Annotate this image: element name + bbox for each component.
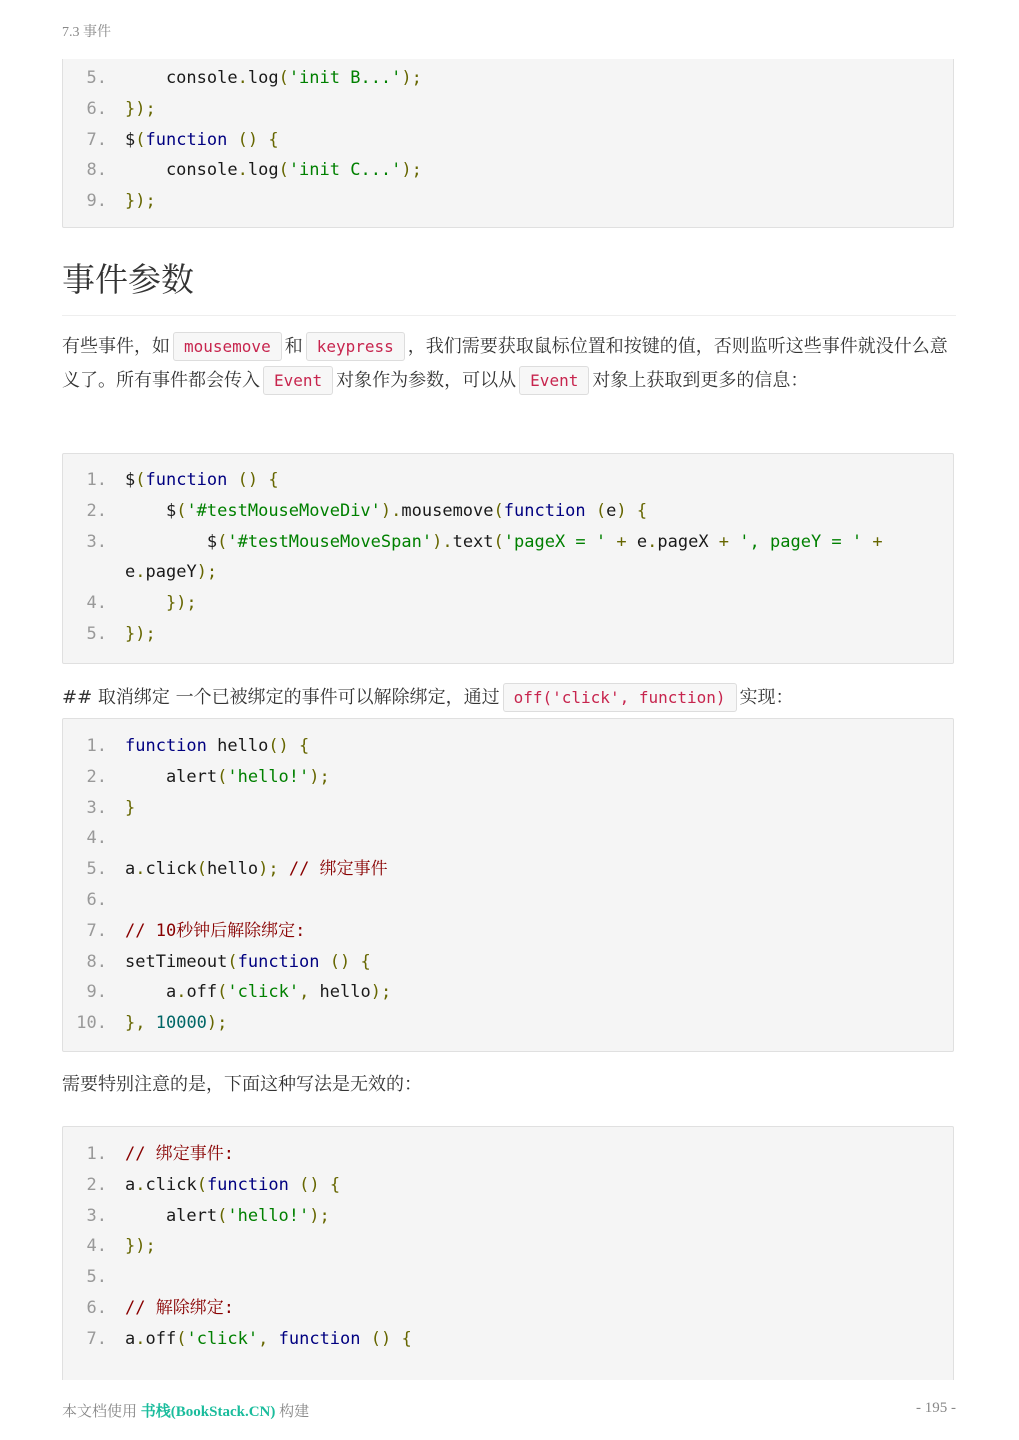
line-number: 10. [76,1013,107,1034]
footer-prefix: 本文档使用 [62,1404,138,1420]
code-token: ( [135,129,146,150]
code-text [125,63,953,94]
line-number: 5. [86,1267,107,1288]
code-token: ( [595,500,607,521]
code-token [279,859,289,879]
code-text [125,588,953,619]
inline-code-off: off('click', function) [503,683,737,712]
code-token: }); [125,1236,156,1257]
code-token [320,1175,330,1195]
code-token: () [237,470,259,490]
line-number: 5. [86,859,107,880]
footer-credit [62,1400,309,1421]
code-token: mousemove [401,500,494,521]
code-token: } [125,797,136,818]
code-block-4 [62,1126,954,1380]
code-token: $ [125,470,136,490]
code-token: click [145,859,197,880]
code-token: $ [125,531,218,552]
code-token: 'hello!' [227,766,310,787]
code-token: () [329,951,351,972]
para1-text-b: 和 [284,336,303,357]
line-number: 3. [86,1205,107,1226]
code-token [361,1329,371,1349]
code-text [125,1293,953,1324]
line-number: 4. [86,1236,107,1257]
code-token: . [135,859,146,880]
code-token: '#testMouseMoveDiv' [186,500,381,521]
code-token: ); [258,859,279,880]
code-token: pageX [657,531,719,552]
code-token: () [237,129,259,150]
code-token: }); [125,191,156,212]
code-token: ( [493,500,504,521]
code-line [63,793,953,824]
code-token: . [135,1174,146,1195]
code-line [63,731,953,762]
code-token: ( [217,982,228,1003]
page-number: - 195 - [916,1400,956,1416]
code-token: + [872,531,883,552]
code-token [227,130,237,150]
code-block-1 [62,59,954,228]
code-text [125,916,953,947]
line-number: 6. [86,889,107,910]
line-number: 2. [86,1174,107,1195]
code-token: e [626,531,648,552]
code-token: ( [196,1174,207,1195]
code-text [125,823,953,854]
code-text [125,496,953,527]
code-token: . [135,562,146,583]
code-token: $ [125,500,177,521]
code-token: 'hello!' [227,1205,310,1226]
code-line [63,1231,953,1262]
paragraph-unbind [62,681,956,715]
para1-text-c: ，我们需要获取鼠标位置和按键的值，否则监听这些事件就没什么意义了。所有事件都会传入 [62,336,948,391]
code-token: . [237,160,248,181]
code-line [63,1293,953,1324]
code-token [289,736,299,756]
code-token: // 10秒钟后解除绑定: [125,920,306,941]
code-token: ); [309,1205,330,1226]
code-token: function [278,1328,361,1349]
code-token: e [125,531,893,583]
code-token: off [186,982,218,1003]
code-text [125,1262,953,1293]
para2-text-b: 实现： [739,687,794,708]
code-token: a [125,859,136,880]
code-token: ( [135,470,146,490]
code-token: ( [278,68,289,88]
code-text [125,762,953,793]
code-token [268,1329,278,1349]
code-text [125,1231,953,1262]
code-line [63,94,953,125]
code-token [258,130,268,150]
code-text [125,854,953,885]
code-token: a [125,1174,136,1195]
code-token: ). [432,531,453,552]
code-token: function [503,500,586,521]
code-line [63,496,953,527]
code-token: hello [206,736,269,756]
code-token: pageY [145,562,197,583]
code-token: ( [196,859,207,880]
code-token: alert [125,766,218,787]
code-token [145,1013,155,1033]
code-token: , [299,982,310,1003]
footer-suffix: 构建 [279,1404,310,1420]
running-header: 7.3 事件 [62,25,111,40]
line-number: 7. [86,1328,107,1349]
line-number: 5. [86,623,107,644]
code-token: 'pageX = ' [503,531,607,552]
code-line [63,1139,953,1170]
code-text [125,465,953,496]
code-token: () [268,736,289,756]
code-line [63,916,953,947]
code-token: alert [125,1205,218,1226]
code-token [729,532,739,552]
line-number: 1. [86,470,107,490]
code-token: hello [206,859,259,880]
line-number: 9. [86,191,107,212]
code-text [125,155,953,186]
code-block-2 [62,453,954,664]
code-line [63,588,953,619]
code-token [606,532,616,552]
code-token: + [616,531,627,552]
code-line [63,762,953,793]
code-line [63,63,953,94]
code-line [63,186,953,217]
inline-code-event: Event [263,366,333,395]
code-token: ); [370,982,392,1003]
code-token: ( [176,1328,187,1349]
code-token: a [125,982,177,1003]
code-text [125,1201,953,1232]
line-number: 1. [86,736,107,756]
code-line [63,947,953,978]
code-text [125,885,953,916]
code-token: , [258,1328,269,1349]
inline-code-keypress: keypress [306,332,405,361]
code-text [125,527,953,589]
footer-brand-link[interactable]: 书栈(BookStack.CN) [140,1404,276,1420]
code-token [320,952,330,972]
code-token: { [401,1328,412,1349]
code-line [63,1170,953,1201]
code-text [125,947,953,978]
code-line [63,885,953,916]
code-token [627,501,637,521]
code-line [63,823,953,854]
line-number: 8. [86,160,107,181]
code-line [63,977,953,1008]
code-token: { [299,736,310,756]
code-token: a [125,1328,136,1349]
code-token: 'init C...' [288,160,402,181]
code-token [227,470,237,490]
line-number: 7. [86,129,107,150]
code-line [63,1008,953,1039]
code-block-3 [62,718,954,1052]
code-token: function [125,736,207,756]
code-text [125,619,953,650]
code-line [63,1262,953,1293]
line-number: 4. [86,593,107,614]
line-number: 6. [86,1297,107,1318]
code-token: 'click' [227,982,300,1003]
code-token [258,470,268,490]
code-token: log [247,68,279,88]
code-text [125,731,953,762]
code-line [63,1324,953,1355]
code-token: log [247,160,279,181]
code-token: // 解除绑定: [125,1297,234,1318]
code-token: ( [217,766,228,787]
code-token: e [606,500,617,521]
line-number: 7. [86,920,107,941]
code-token: () [299,1174,320,1195]
code-line [63,125,953,156]
para1-text-a: 有些事件，如 [62,336,170,357]
paragraph-event-params [62,330,956,397]
code-token: function [145,470,228,490]
code-token: function [206,1174,289,1195]
paragraph-note: 需要特别注意的是，下面这种写法是无效的： [62,1074,422,1095]
code-token: }); [125,98,156,119]
code-token: ); [196,562,218,583]
code-token: $ [125,129,136,150]
code-token: function [145,129,228,150]
code-token: function [237,951,320,972]
code-token: ( [217,531,228,552]
code-token: ( [217,1205,228,1226]
code-token: ', pageY = ' [739,531,863,552]
code-token: console [125,68,238,88]
code-token: . [176,982,187,1003]
code-token [350,952,360,972]
code-token: off [145,1328,177,1349]
para1-text-e: 对象上获取到更多的信息： [592,369,809,391]
line-number: 8. [86,951,107,972]
para2-text-a: ## 取消绑定 一个已被绑定的事件可以解除绑定，通过 [62,687,500,708]
code-token: + [718,531,730,552]
code-text [125,125,953,156]
code-token: }, [125,1013,146,1034]
code-line [63,1201,953,1232]
code-token: { [360,951,371,972]
code-text [125,1170,953,1201]
code-line [63,619,953,650]
code-token: ); [401,68,422,88]
inline-code-mousemove: mousemove [173,332,282,361]
code-token: () [370,1328,392,1349]
code-token: ( [278,160,289,181]
code-token: { [268,129,279,150]
line-number: 5. [86,68,107,88]
line-number: 3. [86,531,107,552]
code-token: // 绑定事件: [125,1144,234,1164]
code-line [63,155,953,186]
code-token: ); [309,766,330,787]
code-text [125,186,953,217]
line-number: 1. [86,1144,107,1164]
code-token: 'click' [186,1328,259,1349]
code-token: ); [401,160,422,181]
code-token: { [268,470,279,490]
code-token: ( [493,531,504,552]
code-token: console [125,160,238,181]
code-token: . [647,531,658,552]
code-token: }); [165,593,197,614]
code-token: { [329,1174,341,1195]
line-number: 4. [86,828,107,849]
code-text [125,793,953,824]
code-text [125,94,953,125]
para1-text-d: 对象作为参数，可以从 [336,369,517,391]
code-token: ) [616,500,627,521]
section-heading: 事件参数 [62,254,956,316]
code-token: 'init B...' [288,68,402,88]
code-token [586,501,596,521]
inline-code-event-2: Event [519,366,589,395]
code-token [289,1175,299,1195]
line-number: 2. [86,500,107,521]
code-token: '#testMouseMoveSpan' [227,531,433,552]
line-number: 6. [86,98,107,119]
code-token [125,593,166,613]
code-token: . [135,1328,146,1349]
code-token [862,532,872,552]
code-text [125,1139,953,1170]
code-text [125,1324,953,1355]
code-token: ); [206,1013,228,1034]
code-token: click [145,1174,197,1195]
code-token: ). [380,500,402,521]
code-line [63,527,953,589]
line-number: 3. [86,797,107,818]
code-line [63,854,953,885]
code-token: setTimeout [125,951,228,972]
code-token [391,1329,401,1349]
code-text [125,1008,953,1039]
line-number: 9. [86,982,107,1003]
code-token: text [452,531,494,552]
code-token: . [237,68,248,88]
code-text [125,977,953,1008]
code-line [63,465,953,496]
code-token: // 绑定事件 [288,859,388,880]
code-token: ( [227,951,238,972]
code-token: 10000 [155,1013,207,1034]
code-token: hello [309,982,371,1003]
code-token: { [636,500,648,521]
code-token: }); [125,623,156,644]
line-number: 2. [86,766,107,787]
code-token: ( [176,500,187,521]
